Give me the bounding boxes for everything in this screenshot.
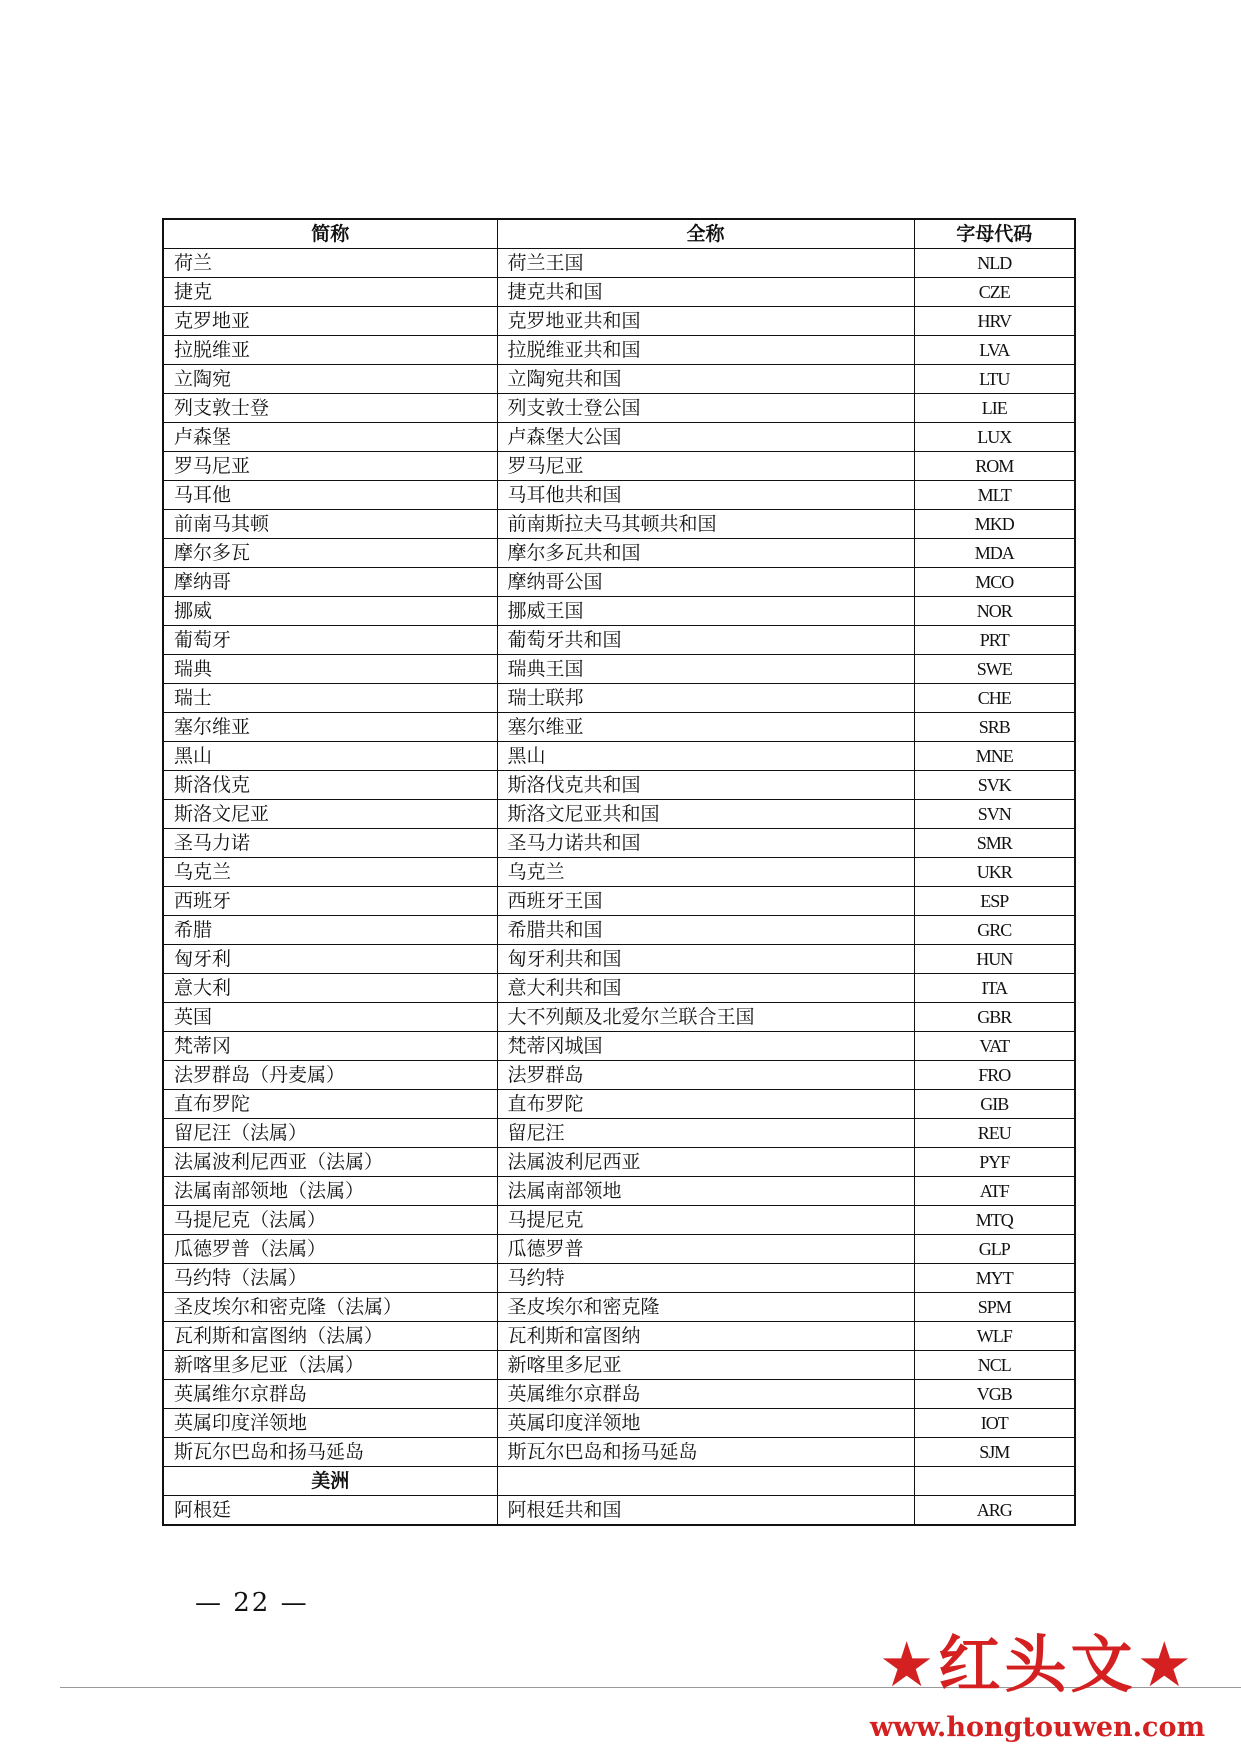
cell-alpha-code: ITA xyxy=(914,974,1075,1003)
cell-alpha-code: REU xyxy=(914,1119,1075,1148)
table-row xyxy=(163,336,1075,365)
table-row xyxy=(163,771,1075,800)
cell-short-name: 美洲 xyxy=(163,1467,497,1496)
cell-full-name: 克罗地亚共和国 xyxy=(497,307,914,336)
cell-full-name: 梵蒂冈城国 xyxy=(497,1032,914,1061)
cell-full-name: 列支敦士登公国 xyxy=(497,394,914,423)
cell-short-name: 马提尼克（法属） xyxy=(163,1206,497,1235)
cell-short-name: 斯洛文尼亚 xyxy=(163,800,497,829)
cell-alpha-code: GIB xyxy=(914,1090,1075,1119)
cell-full-name: 大不列颠及北爱尔兰联合王国 xyxy=(497,1003,914,1032)
cell-short-name: 黑山 xyxy=(163,742,497,771)
cell-short-name: 瑞士 xyxy=(163,684,497,713)
cell-full-name: 黑山 xyxy=(497,742,914,771)
cell-full-name: 希腊共和国 xyxy=(497,916,914,945)
cell-full-name: 马约特 xyxy=(497,1264,914,1293)
table-row xyxy=(163,916,1075,945)
cell-short-name: 乌克兰 xyxy=(163,858,497,887)
cell-short-name: 罗马尼亚 xyxy=(163,452,497,481)
cell-full-name: 卢森堡大公国 xyxy=(497,423,914,452)
cell-alpha-code: SVN xyxy=(914,800,1075,829)
cell-alpha-code: ARG xyxy=(914,1496,1075,1526)
cell-full-name: 马提尼克 xyxy=(497,1206,914,1235)
cell-short-name: 留尼汪（法属） xyxy=(163,1119,497,1148)
cell-short-name: 捷克 xyxy=(163,278,497,307)
table-row xyxy=(163,1003,1075,1032)
table-row xyxy=(163,278,1075,307)
cell-short-name: 荷兰 xyxy=(163,249,497,278)
table-row xyxy=(163,1090,1075,1119)
cell-alpha-code: LUX xyxy=(914,423,1075,452)
cell-alpha-code: UKR xyxy=(914,858,1075,887)
cell-short-name: 英国 xyxy=(163,1003,497,1032)
cell-full-name: 匈牙利共和国 xyxy=(497,945,914,974)
cell-alpha-code: HRV xyxy=(914,307,1075,336)
table-row xyxy=(163,1438,1075,1467)
header-alpha-code: 字母代码 xyxy=(914,219,1075,249)
cell-short-name: 意大利 xyxy=(163,974,497,1003)
table-header-row xyxy=(163,219,1075,249)
cell-alpha-code: NLD xyxy=(914,249,1075,278)
cell-alpha-code: PRT xyxy=(914,626,1075,655)
cell-alpha-code: MCO xyxy=(914,568,1075,597)
table-row xyxy=(163,974,1075,1003)
cell-short-name: 卢森堡 xyxy=(163,423,497,452)
cell-short-name: 列支敦士登 xyxy=(163,394,497,423)
cell-full-name: 立陶宛共和国 xyxy=(497,365,914,394)
cell-short-name: 新喀里多尼亚（法属） xyxy=(163,1351,497,1380)
table-row xyxy=(163,1061,1075,1090)
cell-full-name: 拉脱维亚共和国 xyxy=(497,336,914,365)
table-row xyxy=(163,1496,1075,1526)
cell-alpha-code: ROM xyxy=(914,452,1075,481)
cell-full-name: 罗马尼亚 xyxy=(497,452,914,481)
cell-full-name: 阿根廷共和国 xyxy=(497,1496,914,1526)
header-full-name: 全称 xyxy=(497,219,914,249)
cell-full-name: 西班牙王国 xyxy=(497,887,914,916)
cell-full-name: 英属印度洋领地 xyxy=(497,1409,914,1438)
table-row xyxy=(163,1293,1075,1322)
cell-alpha-code: SMR xyxy=(914,829,1075,858)
table-row xyxy=(163,510,1075,539)
table-row xyxy=(163,568,1075,597)
table-row xyxy=(163,307,1075,336)
cell-short-name: 摩纳哥 xyxy=(163,568,497,597)
cell-full-name: 斯洛文尼亚共和国 xyxy=(497,800,914,829)
table-row xyxy=(163,1148,1075,1177)
watermark-url: www.hongtouwen.com xyxy=(869,1712,1206,1743)
cell-alpha-code: MYT xyxy=(914,1264,1075,1293)
watermark-title: ★红头文★ xyxy=(878,1628,1197,1701)
table-row xyxy=(163,1235,1075,1264)
cell-short-name: 法属南部领地（法属） xyxy=(163,1177,497,1206)
cell-short-name: 圣马力诺 xyxy=(163,829,497,858)
cell-full-name: 瑞典王国 xyxy=(497,655,914,684)
cell-alpha-code: MLT xyxy=(914,481,1075,510)
cell-short-name: 法罗群岛（丹麦属） xyxy=(163,1061,497,1090)
cell-full-name: 法属波利尼西亚 xyxy=(497,1148,914,1177)
cell-short-name: 摩尔多瓦 xyxy=(163,539,497,568)
table-row xyxy=(163,713,1075,742)
table-row xyxy=(163,1032,1075,1061)
cell-short-name: 斯瓦尔巴岛和扬马延岛 xyxy=(163,1438,497,1467)
table-row xyxy=(163,887,1075,916)
cell-short-name: 斯洛伐克 xyxy=(163,771,497,800)
cell-alpha-code: CZE xyxy=(914,278,1075,307)
cell-full-name: 前南斯拉夫马其顿共和国 xyxy=(497,510,914,539)
cell-alpha-code: MKD xyxy=(914,510,1075,539)
cell-alpha-code: LVA xyxy=(914,336,1075,365)
cell-short-name: 挪威 xyxy=(163,597,497,626)
table-row xyxy=(163,249,1075,278)
cell-alpha-code: SPM xyxy=(914,1293,1075,1322)
cell-full-name: 圣马力诺共和国 xyxy=(497,829,914,858)
table-row xyxy=(163,1351,1075,1380)
cell-alpha-code: CHE xyxy=(914,684,1075,713)
cell-full-name: 法属南部领地 xyxy=(497,1177,914,1206)
cell-short-name: 塞尔维亚 xyxy=(163,713,497,742)
cell-full-name: 塞尔维亚 xyxy=(497,713,914,742)
cell-alpha-code: IOT xyxy=(914,1409,1075,1438)
cell-alpha-code: NOR xyxy=(914,597,1075,626)
cell-full-name: 英属维尔京群岛 xyxy=(497,1380,914,1409)
table-row xyxy=(163,655,1075,684)
table-row xyxy=(163,1409,1075,1438)
table-row xyxy=(163,800,1075,829)
cell-full-name: 法罗群岛 xyxy=(497,1061,914,1090)
table-row xyxy=(163,829,1075,858)
table-row xyxy=(163,1380,1075,1409)
header-short-name: 简称 xyxy=(163,219,497,249)
table-row xyxy=(163,626,1075,655)
cell-short-name: 英属维尔京群岛 xyxy=(163,1380,497,1409)
cell-alpha-code: SWE xyxy=(914,655,1075,684)
cell-short-name: 克罗地亚 xyxy=(163,307,497,336)
cell-full-name: 摩尔多瓦共和国 xyxy=(497,539,914,568)
table-row xyxy=(163,452,1075,481)
table-row xyxy=(163,684,1075,713)
cell-short-name: 拉脱维亚 xyxy=(163,336,497,365)
cell-alpha-code: VGB xyxy=(914,1380,1075,1409)
cell-full-name xyxy=(497,1467,914,1496)
cell-full-name: 圣皮埃尔和密克隆 xyxy=(497,1293,914,1322)
cell-alpha-code: ESP xyxy=(914,887,1075,916)
table-row xyxy=(163,1322,1075,1351)
cell-alpha-code: WLF xyxy=(914,1322,1075,1351)
cell-short-name: 阿根廷 xyxy=(163,1496,497,1526)
cell-full-name: 乌克兰 xyxy=(497,858,914,887)
cell-alpha-code xyxy=(914,1467,1075,1496)
cell-short-name: 梵蒂冈 xyxy=(163,1032,497,1061)
cell-short-name: 直布罗陀 xyxy=(163,1090,497,1119)
cell-alpha-code: SRB xyxy=(914,713,1075,742)
cell-alpha-code: PYF xyxy=(914,1148,1075,1177)
table-body xyxy=(163,249,1075,1526)
cell-alpha-code: GBR xyxy=(914,1003,1075,1032)
cell-full-name: 马耳他共和国 xyxy=(497,481,914,510)
cell-short-name: 立陶宛 xyxy=(163,365,497,394)
cell-alpha-code: MNE xyxy=(914,742,1075,771)
table-row xyxy=(163,539,1075,568)
table-row xyxy=(163,1177,1075,1206)
cell-short-name: 匈牙利 xyxy=(163,945,497,974)
table-section-row xyxy=(163,1467,1075,1496)
cell-full-name: 新喀里多尼亚 xyxy=(497,1351,914,1380)
cell-alpha-code: GRC xyxy=(914,916,1075,945)
cell-short-name: 法属波利尼西亚（法属） xyxy=(163,1148,497,1177)
cell-short-name: 瑞典 xyxy=(163,655,497,684)
cell-alpha-code: ATF xyxy=(914,1177,1075,1206)
cell-short-name: 瓜德罗普（法属） xyxy=(163,1235,497,1264)
cell-alpha-code: SJM xyxy=(914,1438,1075,1467)
cell-alpha-code: LIE xyxy=(914,394,1075,423)
cell-full-name: 直布罗陀 xyxy=(497,1090,914,1119)
watermark-logo xyxy=(840,1625,1235,1750)
cell-full-name: 瑞士联邦 xyxy=(497,684,914,713)
table-row xyxy=(163,481,1075,510)
cell-alpha-code: MTQ xyxy=(914,1206,1075,1235)
table-row xyxy=(163,597,1075,626)
table-row xyxy=(163,423,1075,452)
cell-full-name: 捷克共和国 xyxy=(497,278,914,307)
table-row xyxy=(163,1119,1075,1148)
table-row xyxy=(163,365,1075,394)
cell-short-name: 圣皮埃尔和密克隆（法属） xyxy=(163,1293,497,1322)
cell-alpha-code: HUN xyxy=(914,945,1075,974)
country-code-table xyxy=(162,218,1076,1526)
table-row xyxy=(163,1206,1075,1235)
cell-short-name: 马约特（法属） xyxy=(163,1264,497,1293)
cell-alpha-code: NCL xyxy=(914,1351,1075,1380)
cell-full-name: 斯瓦尔巴岛和扬马延岛 xyxy=(497,1438,914,1467)
table-row xyxy=(163,945,1075,974)
cell-full-name: 意大利共和国 xyxy=(497,974,914,1003)
cell-alpha-code: FRO xyxy=(914,1061,1075,1090)
cell-short-name: 前南马其顿 xyxy=(163,510,497,539)
cell-alpha-code: LTU xyxy=(914,365,1075,394)
table-row xyxy=(163,742,1075,771)
cell-short-name: 马耳他 xyxy=(163,481,497,510)
cell-full-name: 摩纳哥公国 xyxy=(497,568,914,597)
cell-alpha-code: VAT xyxy=(914,1032,1075,1061)
cell-alpha-code: MDA xyxy=(914,539,1075,568)
cell-full-name: 葡萄牙共和国 xyxy=(497,626,914,655)
table-row xyxy=(163,1264,1075,1293)
cell-alpha-code: SVK xyxy=(914,771,1075,800)
cell-short-name: 瓦利斯和富图纳（法属） xyxy=(163,1322,497,1351)
table-row xyxy=(163,858,1075,887)
cell-full-name: 瓦利斯和富图纳 xyxy=(497,1322,914,1351)
cell-short-name: 英属印度洋领地 xyxy=(163,1409,497,1438)
cell-alpha-code: GLP xyxy=(914,1235,1075,1264)
page-number: — 22 — xyxy=(195,1588,309,1618)
cell-short-name: 葡萄牙 xyxy=(163,626,497,655)
cell-short-name: 西班牙 xyxy=(163,887,497,916)
cell-full-name: 挪威王国 xyxy=(497,597,914,626)
cell-full-name: 斯洛伐克共和国 xyxy=(497,771,914,800)
cell-short-name: 希腊 xyxy=(163,916,497,945)
cell-full-name: 瓜德罗普 xyxy=(497,1235,914,1264)
table-row xyxy=(163,394,1075,423)
cell-full-name: 留尼汪 xyxy=(497,1119,914,1148)
cell-full-name: 荷兰王国 xyxy=(497,249,914,278)
